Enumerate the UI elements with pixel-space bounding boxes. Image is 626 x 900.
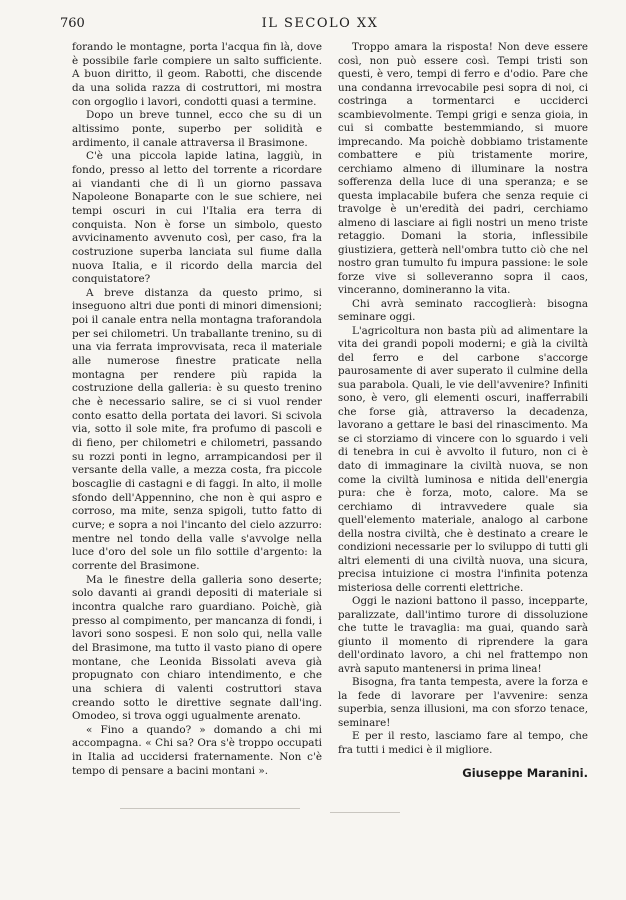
running-title: IL SECOLO XX — [261, 16, 379, 31]
scan-mark — [330, 812, 400, 813]
right-column — [338, 41, 588, 757]
paragraph: Bisogna, fra tanta tempesta, avere la forza e la fede di lavorare per l'avvenire: senza superbia, senza illusioni, ma con sforzo tenace, seminare! — [338, 676, 588, 729]
paragraph: Oggi le nazioni battono il passo, incepparte, paralizzate, dall'intimo turore di dissoluzione che tutte le travaglia: ma guai, quando sarà giunto il momento di riprendere la gara dell'ordinato lavoro, a chi nel frattempo non avrà saputo mantenersi in prima linea! — [338, 595, 588, 675]
paragraph: L'agricoltura non basta più ad alimentare la vita dei grandi popoli moderni; e già la civiltà del ferro e del carbone s'accorge paurosamente di aver superato il culmine della sua parabola. Quali, le vie dell'avvenire? Infiniti sono, è vero, gli elementi oscuri, inafferrabili che forse già, attraverso la decadenza, lavorano a gettare le basi del rinascimento. Ma se ci storziamo di vincere con lo sguardo i veli di tenebra in cui è avvolto il futuro, non ci è dato di immaginare la civiltà nuova, se non come la civiltà luminosa e nitida dell'energia pura: che è forza, moto, calore. Ma se cerchiamo di intravvedere quale sia quell'elemento materiale, analogo al carbone della nostra civiltà, che è destinato a creare le condizioni necessarie per lo sviluppo di tutti gli altri elementi di una civiltà nuova, una sicura, precisa intuizione ci mostra l'infinita potenza misteriosa delle correnti elettriche. — [338, 324, 588, 594]
page-header — [60, 16, 580, 38]
scan-mark — [120, 808, 300, 809]
right-column-text — [338, 41, 588, 757]
paragraph: A breve distanza da questo primo, si inseguono altri due ponti di minori dimensioni; poi il canale entra nella montagna traforandola per sei chilometri. Un traballante trenino, su di una via ferrata improvvisata, reca il materiale alle numerose finestre praticate nella montagna per rendere più rapida la costruzione della galleria: è su questo trenino che è necessario salire, se ci si vuol render conto esatto della portata dei lavori. Si scivola via, sotto il sole mite, fra profumo di pascoli e di fieno, per chilometri e chilometri, passando su rozzi ponti in legno, arrampicandosi per il versante della valle, a mezza costa, fra piccole boscaglie di castagni e di faggi. In alto, il molle sfondo dell'Appennino, che non è qui aspro e corroso, ma mite, senza spigoli, tutto fatto di curve; e sopra a noi l'incanto del cielo azzurro: mentre nel tondo della valle s'avvolge nella luce d'oro del sole un filo sottile d'argento: la corrente del Brasimone. — [72, 286, 322, 572]
author-signature: Giuseppe Maranini. — [462, 766, 588, 780]
paragraph: forando le montagne, porta l'acqua fin là, dove è possibile farle compiere un salto sufficiente. A buon diritto, il geom. Rabotti, che discende da una solida razza di costruttori, mi mostra con orgoglio i lavori, condotti quasi a termine. — [72, 41, 322, 108]
paragraph: Chi avrà seminato raccoglierà: bisogna seminare oggi. — [338, 297, 588, 324]
paragraph: C'è una piccola lapide latina, laggiù, in fondo, presso al letto del torrente a ricordare ai viandanti che di lì un giorno passava Napoleone Bonaparte con le sue schiere, nei tempi oscuri in cui l'Italia era terra di conquista. Non è forse un simbolo, questo avvicinamento avvenuto così, per caso, fra la costruzione superba lanciata sul fiume dalla nuova Italia, e il ricordo della marcia del conquistatore? — [72, 150, 322, 286]
paragraph: « Fino a quando? » domando a chi mi accompagna. « Chi sa? Ora s'è troppo occupati in Italia ad uccidersi fraternamente. Non c'è tempo di pensare a bacini montani ». — [72, 723, 322, 777]
page-number: 760 — [60, 16, 85, 31]
paragraph: Ma le finestre della galleria sono deserte; solo davanti ai grandi depositi di materiale si incontra qualche raro guardiano. Poichè, già presso al compimento, per mancanza di fondi, i lavori sono sospesi. E non solo qui, nella valle del Brasimone, ma tutto il vasto piano di opere montane, che Leonida Bissolati aveva già propugnato con chiaro intendimento, e che una schiera di valenti costruttori stava creando sotto le direttive segnate dall'ing. Omodeo, si trova oggi ugualmente arenato. — [72, 573, 322, 723]
paragraph: Dopo un breve tunnel, ecco che su di un altissimo ponte, superbo per solidità e ardimento, il canale attraversa il Brasimone. — [72, 109, 322, 149]
left-column-text — [72, 41, 322, 778]
paragraph: Troppo amara la risposta! Non deve essere così, non può essere così. Tempi tristi son questi, è vero, tempi di ferro e d'odio. Pare che una condanna irrevocabile pesi sopra di noi, ci costringa a tormentarci e ucciderci scambievolmente. Tempi grigi e senza gioia, in cui si combatte bestemmiando, si muore imprecando. Ma poichè dobbiamo tristamente combattere e più tristamente morire, cerchiamo almeno di illuminare la nostra sofferenza della luce di una speranza; e se questa implacabile bufera che senza requie ci travolge è un'eredità dei padri, cerchiamo almeno di lasciare ai figli nostri un meno triste retaggio. Domani la storia, inflessibile giustiziera, getterà nell'ombra tutto ciò che nel nostro gran tumulto fu impura passione: le sole forze vive si solleveranno sopra il caos, vinceranno, domineranno la vita. — [338, 41, 588, 297]
paragraph: E per il resto, lasciamo fare al tempo, che fra tutti i medici è il migliore. — [338, 730, 588, 756]
left-column — [72, 41, 322, 778]
